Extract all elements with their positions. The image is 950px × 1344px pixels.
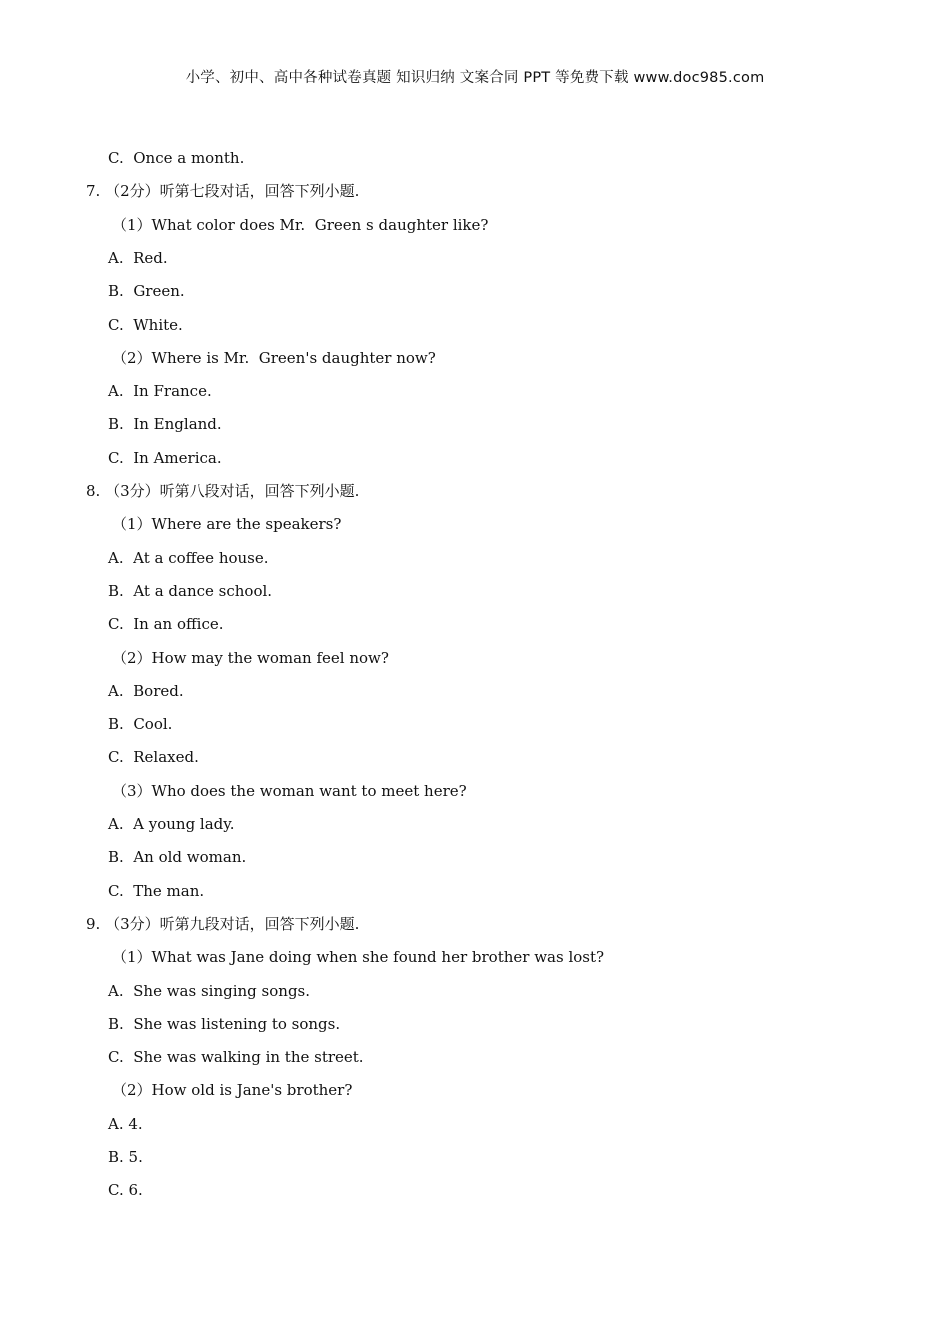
sub-question: （2）How may the woman feel now? [112, 648, 389, 667]
answer-option: C. Once a month. [108, 149, 245, 167]
answer-option: C. Relaxed. [108, 748, 199, 767]
sub-question: （1）What was Jane doing when she found her brother was lost? [112, 948, 605, 967]
answer-option: A. She was singing songs. [108, 981, 311, 1000]
sub-question: （2）Where is Mr. Green's daughter now? [112, 348, 436, 367]
answer-option: C. 6. [108, 1181, 143, 1200]
answer-option: C. White. [108, 315, 183, 334]
sub-question: （2）How old is Jane's brother? [112, 1081, 353, 1100]
answer-option: B. 5. [108, 1148, 143, 1166]
sub-question: （3）Who does the woman want to meet here? [112, 781, 467, 800]
sub-question: （1）What color does Mr. Green s daughter like? [112, 215, 489, 234]
answer-option: A. Bored. [108, 681, 184, 700]
question-title: 9. （3分）听第九段对话，回答下列小题. [86, 914, 360, 933]
answer-option: B. At a dance school. [108, 581, 273, 600]
answer-option: A. At a coffee house. [108, 548, 269, 567]
answer-option: C. In an office. [108, 615, 224, 634]
answer-option: C. The man. [108, 881, 205, 900]
answer-option: A. A young lady. [108, 815, 235, 833]
answer-option: B. In England. [108, 415, 222, 434]
answer-option: C. In America. [108, 448, 222, 467]
answer-option: B. Green. [108, 282, 185, 301]
question-title: 7. （2分）听第七段对话，回答下列小题. [86, 182, 360, 201]
sub-question: （1）Where are the speakers? [112, 515, 342, 534]
page-header: 小学、初中、高中各种试卷真题 知识归纳 文案合同 PPT 等免费下载 www.doc985.com [185, 70, 765, 86]
answer-option: B. She was listening to songs. [108, 1014, 341, 1033]
answer-option: C. She was walking in the street. [108, 1048, 364, 1067]
answer-option: A. Red. [108, 248, 168, 267]
question-title: 8. （3分）听第八段对话，回答下列小题. [86, 482, 360, 500]
answer-option: B. An old woman. [108, 848, 247, 867]
answer-option: A. 4. [108, 1114, 143, 1133]
answer-option: A. In France. [108, 382, 212, 401]
answer-option: B. Cool. [108, 715, 173, 734]
